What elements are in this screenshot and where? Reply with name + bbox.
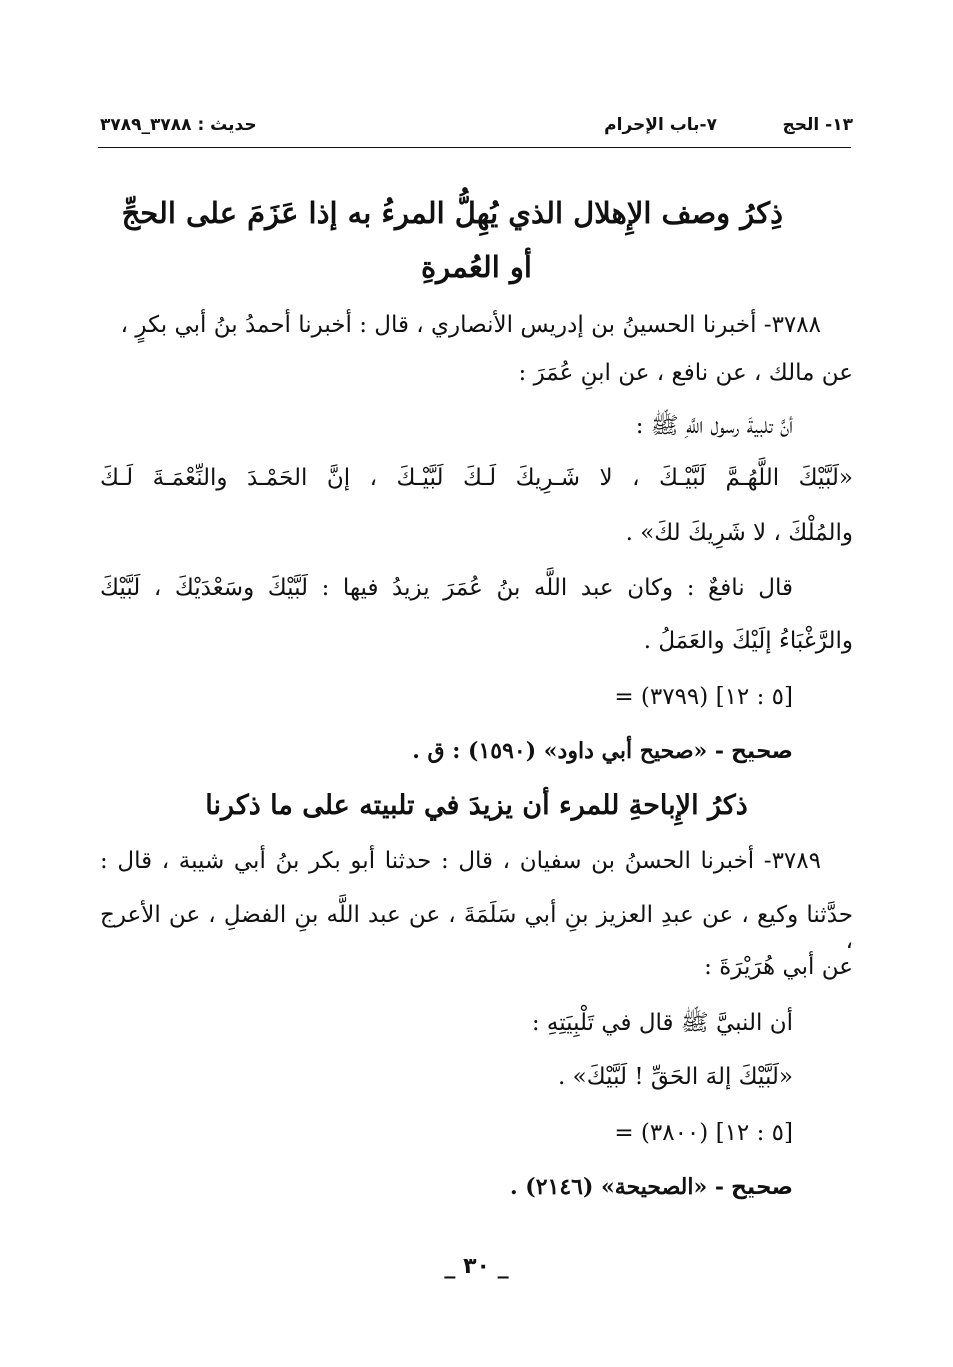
- hadith-3788-line-4: «لَبَّيْكَ اللَّهُـمَّ لَبَّيْـكَ ، لا شَـرِيكَ لَـكَ لَبَّيْـكَ ، إنَّ الحَمْـدَ والنِّعْمَـةَ لَـكَ: [100, 465, 853, 491]
- hadith-3788-line-7: والرَّغْبَاءُ إلَيْكَ والعَمَلُ .: [643, 628, 853, 654]
- hadith-3789-line-3: عن أبي هُرَيْرَةَ :: [704, 954, 853, 980]
- grade-source: - «الصحيحة» (٢١٤٦) .: [509, 1174, 725, 1200]
- hadith-3789-line-2: حدَّثنا وكيع ، عن عبدِ العزيز بنِ أبي سَلَمَةَ ، عن عبد اللَّه بنِ الفضلِ ، عن الأعرج ،: [100, 902, 853, 954]
- section1-title-line1: ذِكرُ وصف الإِهلال الذي يُهِلُّ المرءُ به إذا عَزَمَ على الحجِّ: [121, 196, 783, 230]
- hadith-3789-grading: [510, 1174, 793, 1200]
- header-section: ٧-باب الإحرام: [604, 115, 717, 135]
- header-chapter: ١٣- الحج: [782, 115, 853, 135]
- hadith-3788-line-3: أنَّ تلبيةَ رسول اللَّهِ ﷺ :: [635, 413, 793, 439]
- hadith-3789-line-1: ٣٧٨٩- أخبرنا الحسنُ بن سفيان ، قال : حدثنا أبو بكر بنُ أبي شيبة ، قال :: [100, 848, 821, 874]
- page-number: _ ٣٠ _: [444, 1254, 509, 1279]
- section1-title-line2: أو العُمرةِ: [420, 250, 532, 284]
- hadith-3788-line-1: ٣٧٨٨- أخبرنا الحسينُ بن إدريس الأنصاري ، قال : أخبرنا أحمدُ بنُ أبي بكرٍ ،: [120, 312, 821, 338]
- header-divider: [98, 147, 851, 148]
- hadith-3788-reference: = (٣٧٩٩) [٥ : ١٢]: [614, 684, 793, 710]
- hadith-3788-line-5: والمُلْكَ ، لا شَرِيكَ لكَ» .: [625, 520, 853, 546]
- section2-title: ذكرُ الإِباحةِ للمرء أن يزيدَ في تلبيته على ما ذكرنا: [205, 790, 748, 821]
- grade-label: صحيح: [731, 1175, 793, 1200]
- grade-source: - «صحيح أبي داود» (١٥٩٠) : ق .: [412, 738, 725, 764]
- hadith-3789-reference: = (٣٨٠٠) [٥ : ١٢]: [614, 1120, 793, 1146]
- grade-label: صحيح: [731, 739, 793, 764]
- hadith-3788-line-6: قال نافعٌ : وكان عبد اللَّه بنُ عُمَرَ يزيدُ فيها : لَبَّيْكَ وسَعْدَيْكَ ، لَبَّيْكَ: [100, 575, 793, 601]
- hadith-3789-line-4: أن النبيَّ ﷺ قال في تَلْبِيَتِهِ :: [531, 1010, 793, 1036]
- hadith-3788-grading: [412, 738, 793, 764]
- hadith-3789-line-5: «لَبَّيْكَ إلهَ الحَقِّ ! لَبَّيْكَ» .: [558, 1064, 793, 1090]
- header-hadith-range: حديث : ٣٧٨٨_٣٧٨٩: [100, 115, 257, 135]
- hadith-3788-line-2: عن مالك ، عن نافع ، عن ابنِ عُمَرَ :: [518, 360, 853, 386]
